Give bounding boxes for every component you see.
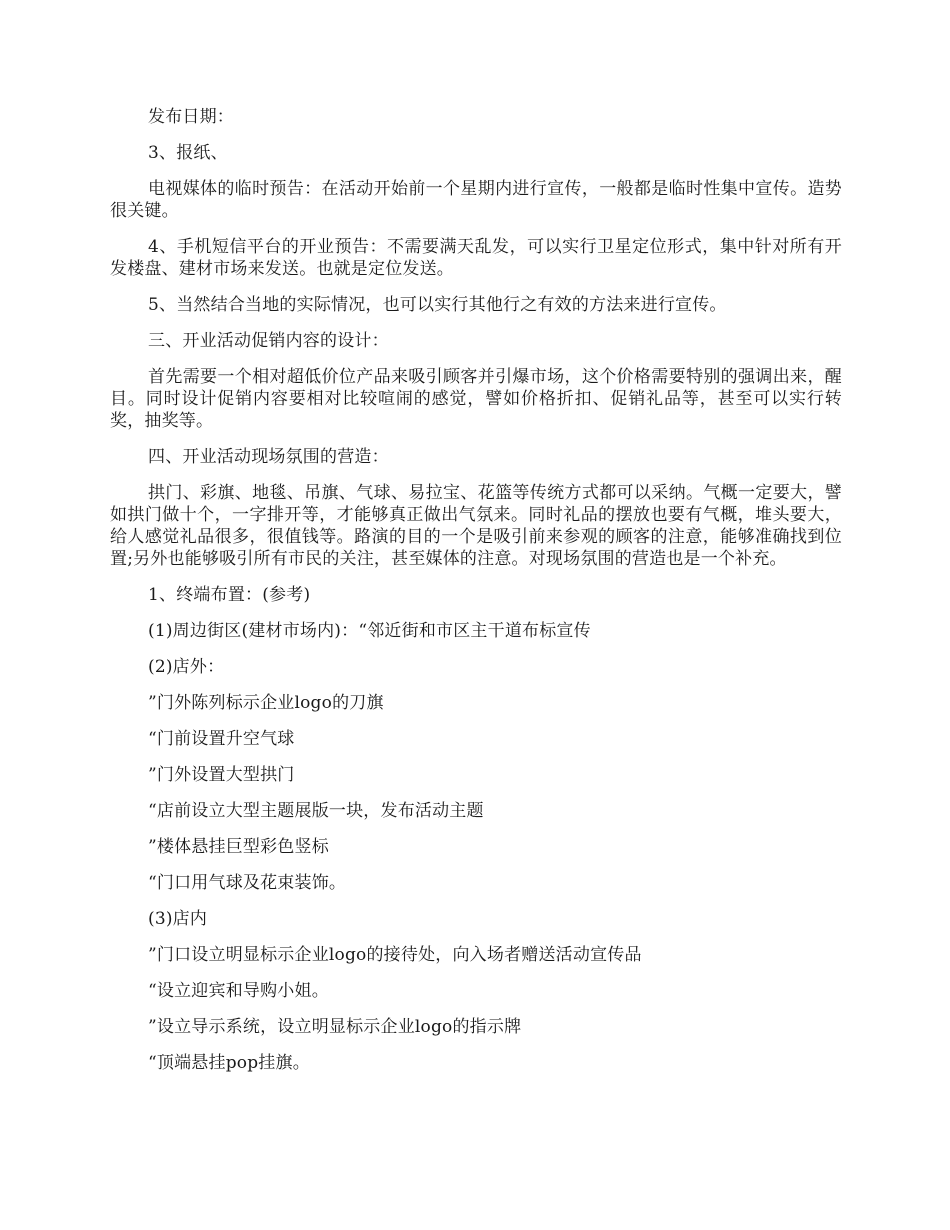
list-item-inside-store: (3)店内 — [148, 909, 208, 929]
section-heading-atmosphere: 四、开业活动现场氛围的营造： — [148, 447, 389, 467]
list-item-door-decoration: “门口用气球及花束装饰。 — [148, 873, 347, 893]
list-item-reception-desk: ”门口设立明显标示企业logo的接待处，向入场者赠送活动宣传品 — [148, 945, 642, 965]
list-item-outside-store: (2)店外： — [148, 657, 225, 677]
paragraph-release-date: 发布日期： — [148, 107, 234, 127]
paragraph-atmosphere: 拱门、彩旗、地毯、吊旗、气球、易拉宝、花篮等传统方式都可以采纳。气概一定要大，譬如拱门做十个，一字排开等，才能够真正做出气氛来。同时礼品的摆放也要有气概，堆头要大，给人感觉礼品很多，很值钱等。路演的目的一个是吸引前来参观的顾客的注意，能够准确找到位置;另外也能够吸引所有市民的关注，甚至媒体的注意。对现场氛围的营造也是一个补充。 — [110, 483, 842, 569]
paragraph-sms-platform: 4、手机短信平台的开业预告：不需要满天乱发，可以实行卫星定位形式，集中针对所有开发楼盘、建材市场来发送。也就是定位发送。 — [110, 237, 842, 279]
paragraph-local-methods: 5、当然结合当地的实际情况，也可以实行其他行之有效的方法来进行宣传。 — [148, 295, 727, 315]
list-item-greeters: “设立迎宾和导购小姐。 — [148, 981, 329, 1001]
document-body — [110, 106, 842, 1088]
list-item-pop-flags: “顶端悬挂pop挂旗。 — [148, 1053, 310, 1073]
list-item-arch: ”门外设置大型拱门 — [148, 765, 295, 785]
paragraph-promotion-content: 首先需要一个相对超低价位产品来吸引顾客并引爆市场，这个价格需要特别的强调出来，醒目。同时设计促销内容要相对比较喧闹的感觉，譬如价格折扣、促销礼品等，甚至可以实行转奖，抽奖等。 — [110, 367, 842, 431]
subheading-terminal-layout: 1、终端布置：(参考) — [148, 585, 311, 605]
section-heading-promotion-design: 三、开业活动促销内容的设计： — [148, 331, 389, 351]
paragraph-newspaper: 3、报纸、 — [148, 143, 228, 163]
list-item-balloons: “门前设置升空气球 — [148, 729, 295, 749]
paragraph-tv-media: 电视媒体的临时预告：在活动开始前一个星期内进行宣传，一般都是临时性集中宣传。造势很关键。 — [110, 179, 842, 221]
list-item-vertical-banner: ”楼体悬挂巨型彩色竖标 — [148, 837, 329, 857]
list-item-signage: ”设立导示系统，设立明显标示企业logo的指示牌 — [148, 1017, 522, 1037]
list-item-knife-flags: ”门外陈列标示企业logo的刀旗 — [148, 693, 384, 713]
list-item-surrounding-area: (1)周边街区(建材市场内)：“邻近街和市区主干道布标宣传 — [148, 621, 591, 641]
list-item-display-board: “店前设立大型主题展版一块，发布活动主题 — [148, 801, 484, 821]
